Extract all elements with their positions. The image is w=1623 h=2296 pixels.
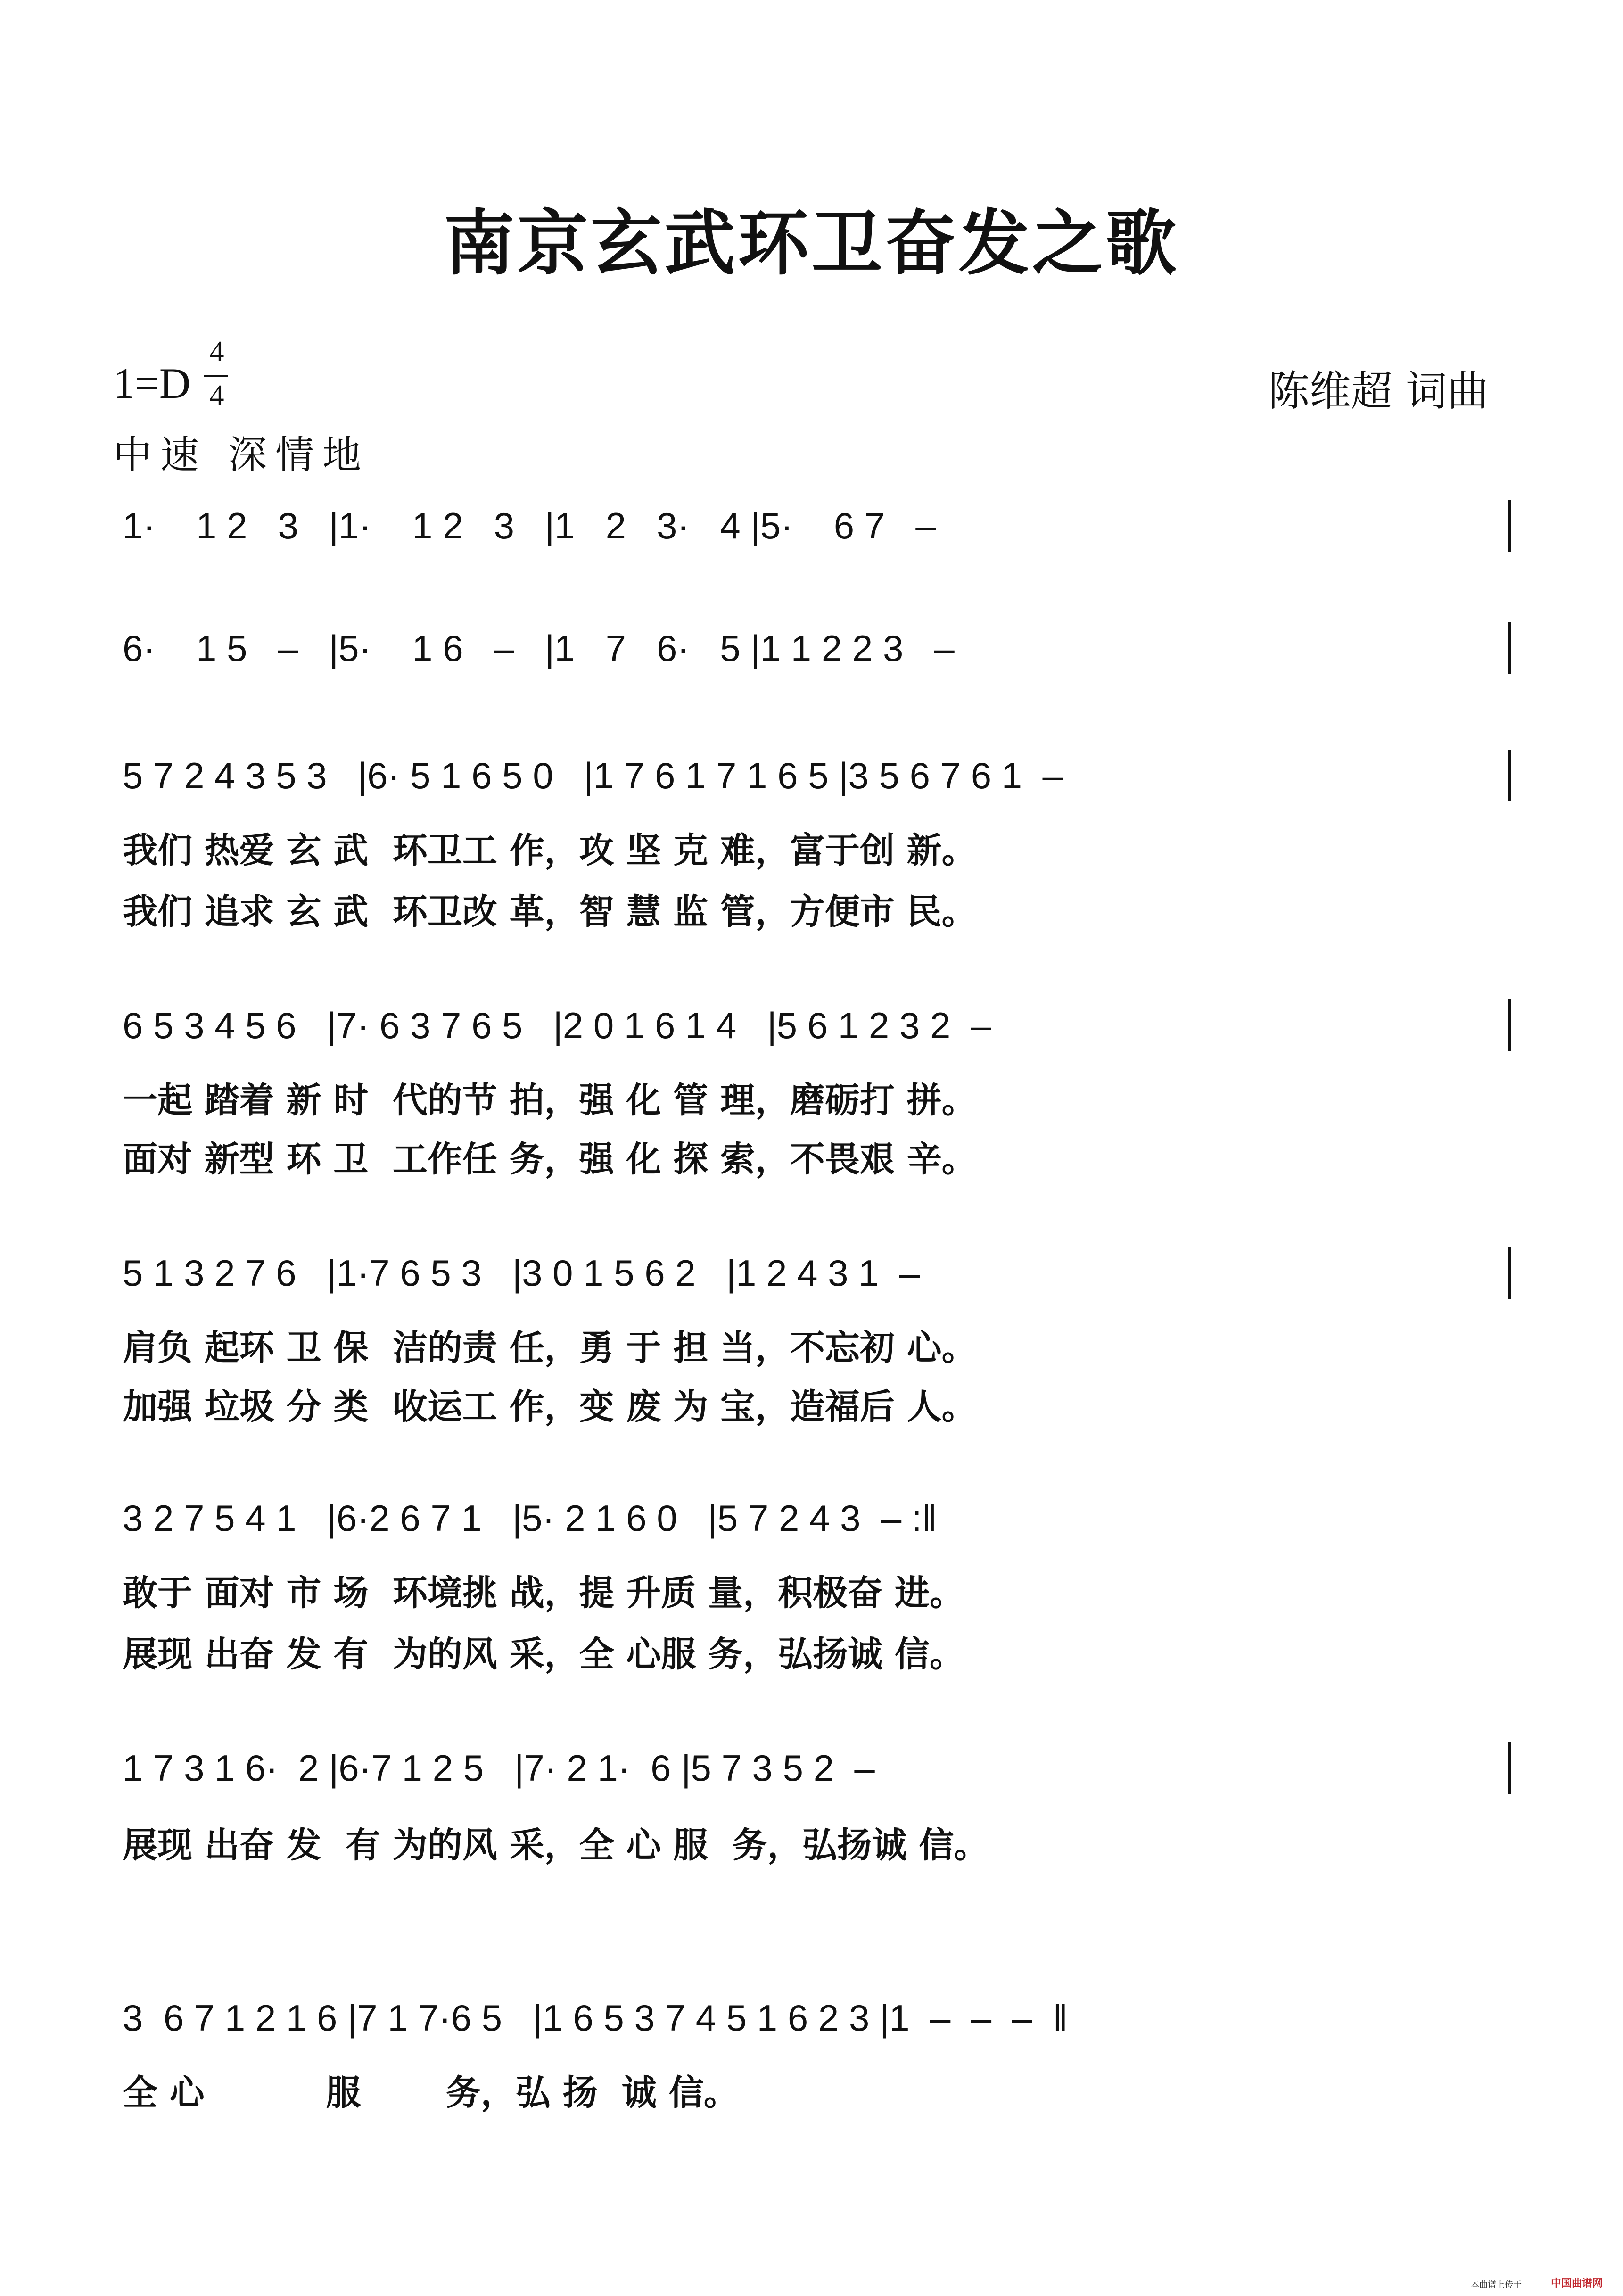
barline-end	[1508, 622, 1511, 674]
time-signature-line	[204, 375, 228, 377]
lyric-line: 展现 出奋 发 有 为的风 采，全 心 服 务，弘扬诚 信。	[123, 1825, 989, 1866]
song-title: 南京玄武环卫奋发之歌	[444, 204, 1179, 283]
lyric-line: 面对 新型 环 卫 工作任 务，强 化 探 索，不畏艰 辛。	[123, 1139, 977, 1180]
lyric-line: 我们 追求 玄 武 环卫改 革，智 慧 监 管，方便市 民。	[123, 892, 977, 932]
barline-end	[1508, 500, 1511, 552]
site-logo[interactable]: 中国曲谱网	[1551, 2278, 1603, 2289]
barline-end	[1508, 1247, 1511, 1299]
notation-row-4: 6 5 3 4 5 6 |7· 6 3 7 6 5 |2 0 1 6 1 4 |5 6 1 2 3 2 –	[123, 1005, 992, 1046]
notation-row-6: 3 2 7 5 4 1 |6·2 6 7 1 |5· 2 1 6 0 |5 7 2 4 3 – :‖	[123, 1497, 937, 1539]
lyric-line: 肩负 起环 卫 保 洁的责 任，勇 于 担 当，不忘初 心。	[123, 1328, 977, 1368]
key-signature: 1=D	[113, 359, 191, 407]
tempo-marking: 中速 深情地	[113, 433, 370, 478]
time-signature-bottom: 4	[209, 380, 224, 412]
footer-upload-text: 本曲谱上传于	[1471, 2280, 1522, 2290]
notation-row-8: 3 6 7 1 2 1 6 |7 1 7·6 5 |1 6 5 3 7 4 5 1 6 2 3 |1 – – – ‖	[123, 1997, 1068, 2039]
lyric-line: 敢于 面对 市 场 环境挑 战，提 升质 量，积极奋 进。	[123, 1573, 964, 1613]
notation-row-3: 5 7 2 4 3 5 3 |6· 5 1 6 5 0 |1 7 6 1 7 1 6 5 |3 5 6 7 6 1 –	[123, 755, 1063, 796]
composer-credit: 陈维超 词曲	[1268, 367, 1489, 415]
notation-row-5: 5 1 3 2 7 6 |1·7 6 5 3 |3 0 1 5 6 2 |1 2 4 3 1 –	[123, 1252, 920, 1294]
notation-row-1: 1· 1 2 3 |1· 1 2 3 |1 2 3· 4 |5· 6 7 –	[123, 505, 936, 546]
notation-row-7: 1 7 3 1 6· 2 |6·7 1 2 5 |7· 2 1· 6 |5 7 3 5 2 –	[123, 1747, 875, 1789]
time-signature-top: 4	[209, 336, 224, 368]
notation-row-2: 6· 1 5 – |5· 1 6 – |1 7 6· 5 |1 1 2 2 3 –	[123, 628, 955, 669]
barline-end	[1508, 999, 1511, 1051]
barline-end	[1508, 750, 1511, 801]
lyric-line: 加强 垃圾 分 类 收运工 作，变 废 为 宝，造福后 人。	[123, 1387, 977, 1427]
lyric-line: 展现 出奋 发 有 为的风 采，全 心服 务，弘扬诚 信。	[123, 1634, 964, 1675]
lyric-line: 全 心 服 务，弘 扬 诚 信。	[123, 2073, 739, 2113]
lyric-line: 我们 热爱 玄 武 环卫工 作，攻 坚 克 难，富于创 新。	[123, 830, 977, 871]
lyric-line: 一起 踏着 新 时 代的节 拍，强 化 管 理，磨砺打 拼。	[123, 1080, 977, 1121]
barline-end	[1508, 1742, 1511, 1794]
